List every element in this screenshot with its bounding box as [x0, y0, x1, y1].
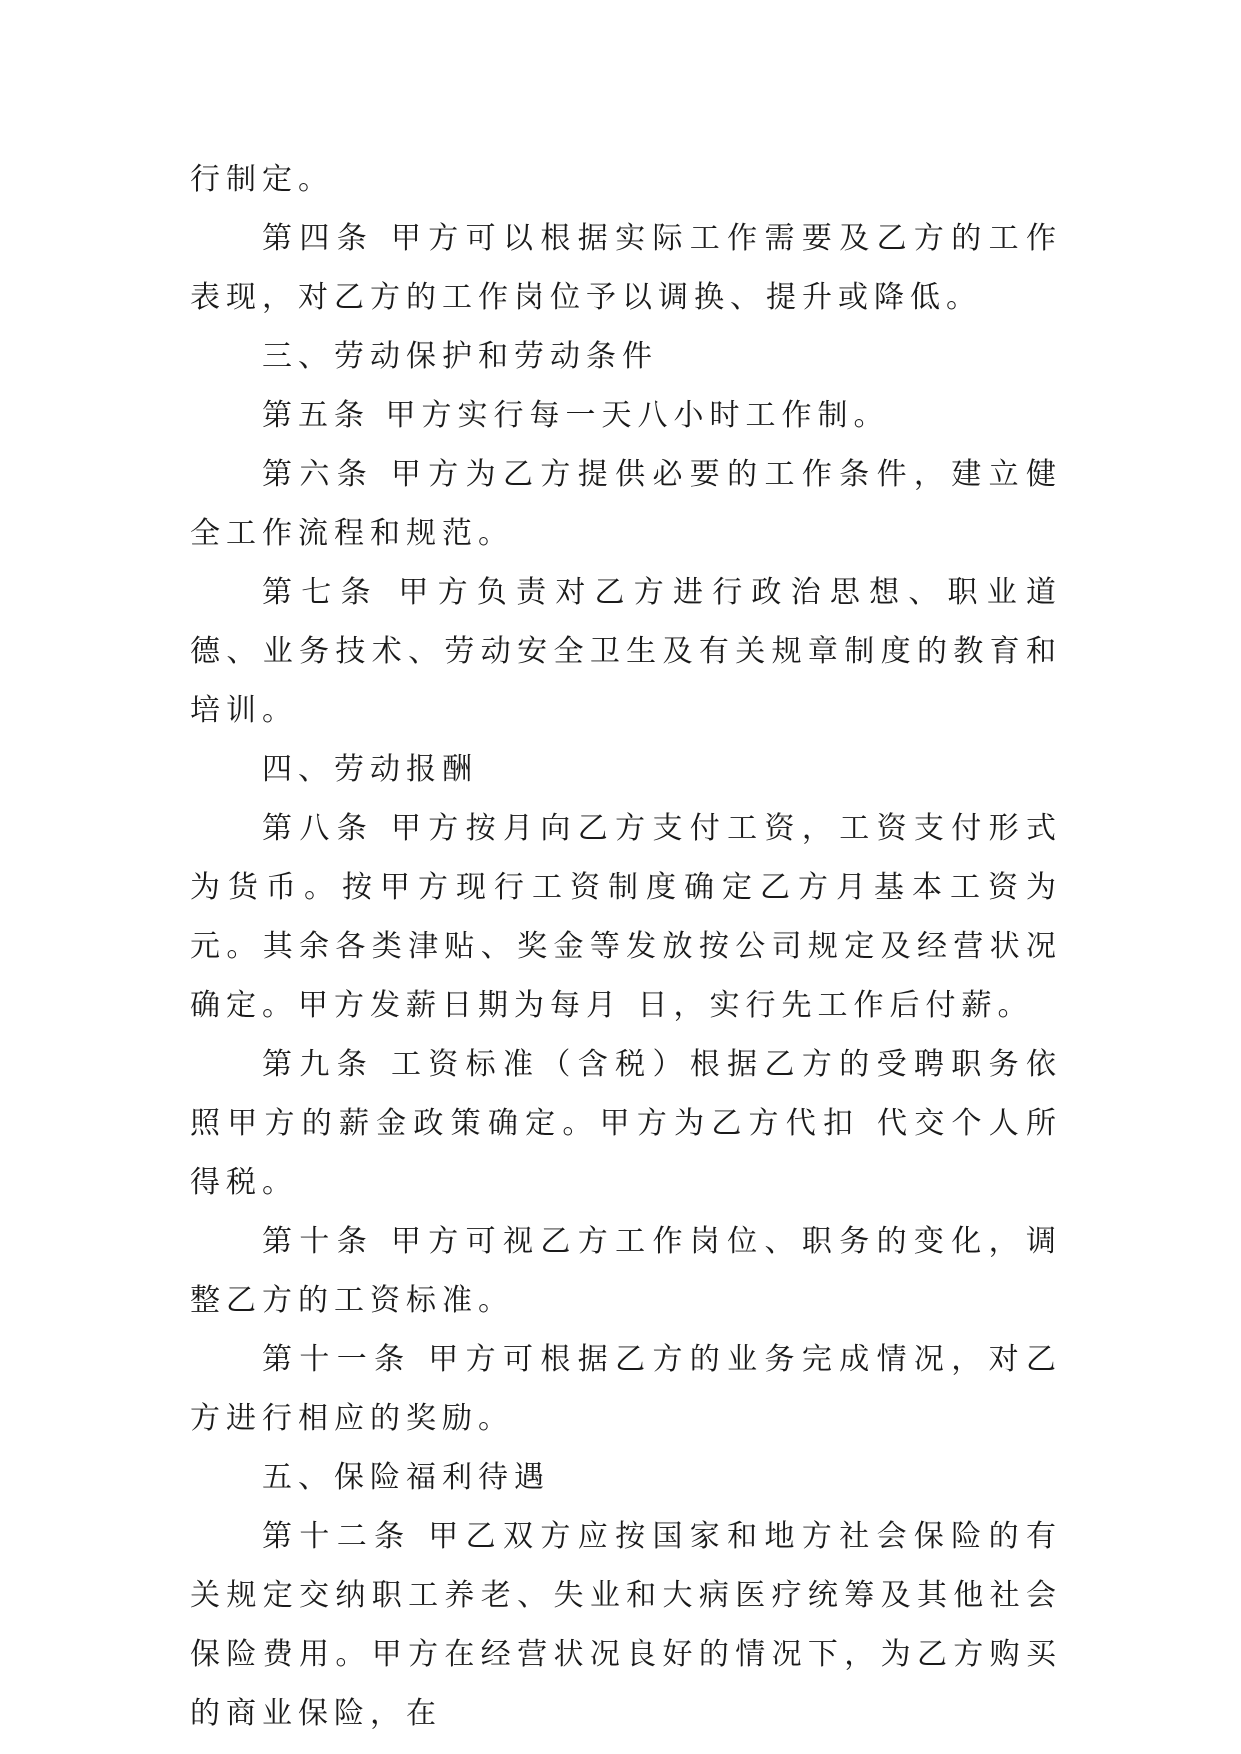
section-heading-insurance-welfare: 五、保险福利待遇 — [262, 1460, 550, 1495]
document-body — [190, 150, 1062, 1743]
paragraph-continuation: 行制定。 — [190, 162, 334, 197]
section-heading-labor-protection: 三、劳动保护和劳动条件 — [262, 339, 658, 374]
paragraph-article-4: 第四条 甲方可以根据实际工作需要及乙方的工作表现，对乙方的工作岗位予以调换、提升或降低。 — [190, 221, 1062, 315]
paragraph-article-8: 第八条 甲方按月向乙方支付工资，工资支付形式为货币。按甲方现行工资制度确定乙方月基本工资为 元。其余各类津贴、奖金等发放按公司规定及经营状况确定。甲方发薪日期为每月 日，实行先工作后付薪。 — [190, 811, 1062, 1023]
paragraph-article-10: 第十条 甲方可视乙方工作岗位、职务的变化，调整乙方的工资标准。 — [190, 1224, 1062, 1318]
paragraph-article-11: 第十一条 甲方可根据乙方的业务完成情况，对乙方进行相应的奖励。 — [190, 1342, 1062, 1436]
paragraph-article-5: 第五条 甲方实行每一天八小时工作制。 — [262, 398, 890, 433]
paragraph-article-9: 第九条 工资标准（含税）根据乙方的受聘职务依照甲方的薪金政策确定。甲方为乙方代扣 代交个人所得税。 — [190, 1047, 1062, 1200]
section-heading-remuneration: 四、劳动报酬 — [262, 752, 478, 787]
paragraph-article-12: 第十二条 甲乙双方应按国家和地方社会保险的有关规定交纳职工养老、失业和大病医疗统筹及其他社会保险费用。甲方在经营状况良好的情况下，为乙方购买的商业保险，在 — [190, 1519, 1062, 1731]
paragraph-article-6: 第六条 甲方为乙方提供必要的工作条件，建立健全工作流程和规范。 — [190, 457, 1062, 551]
paragraph-article-7: 第七条 甲方负责对乙方进行政治思想、职业道德、业务技术、劳动安全卫生及有关规章制度的教育和培训。 — [190, 575, 1062, 728]
